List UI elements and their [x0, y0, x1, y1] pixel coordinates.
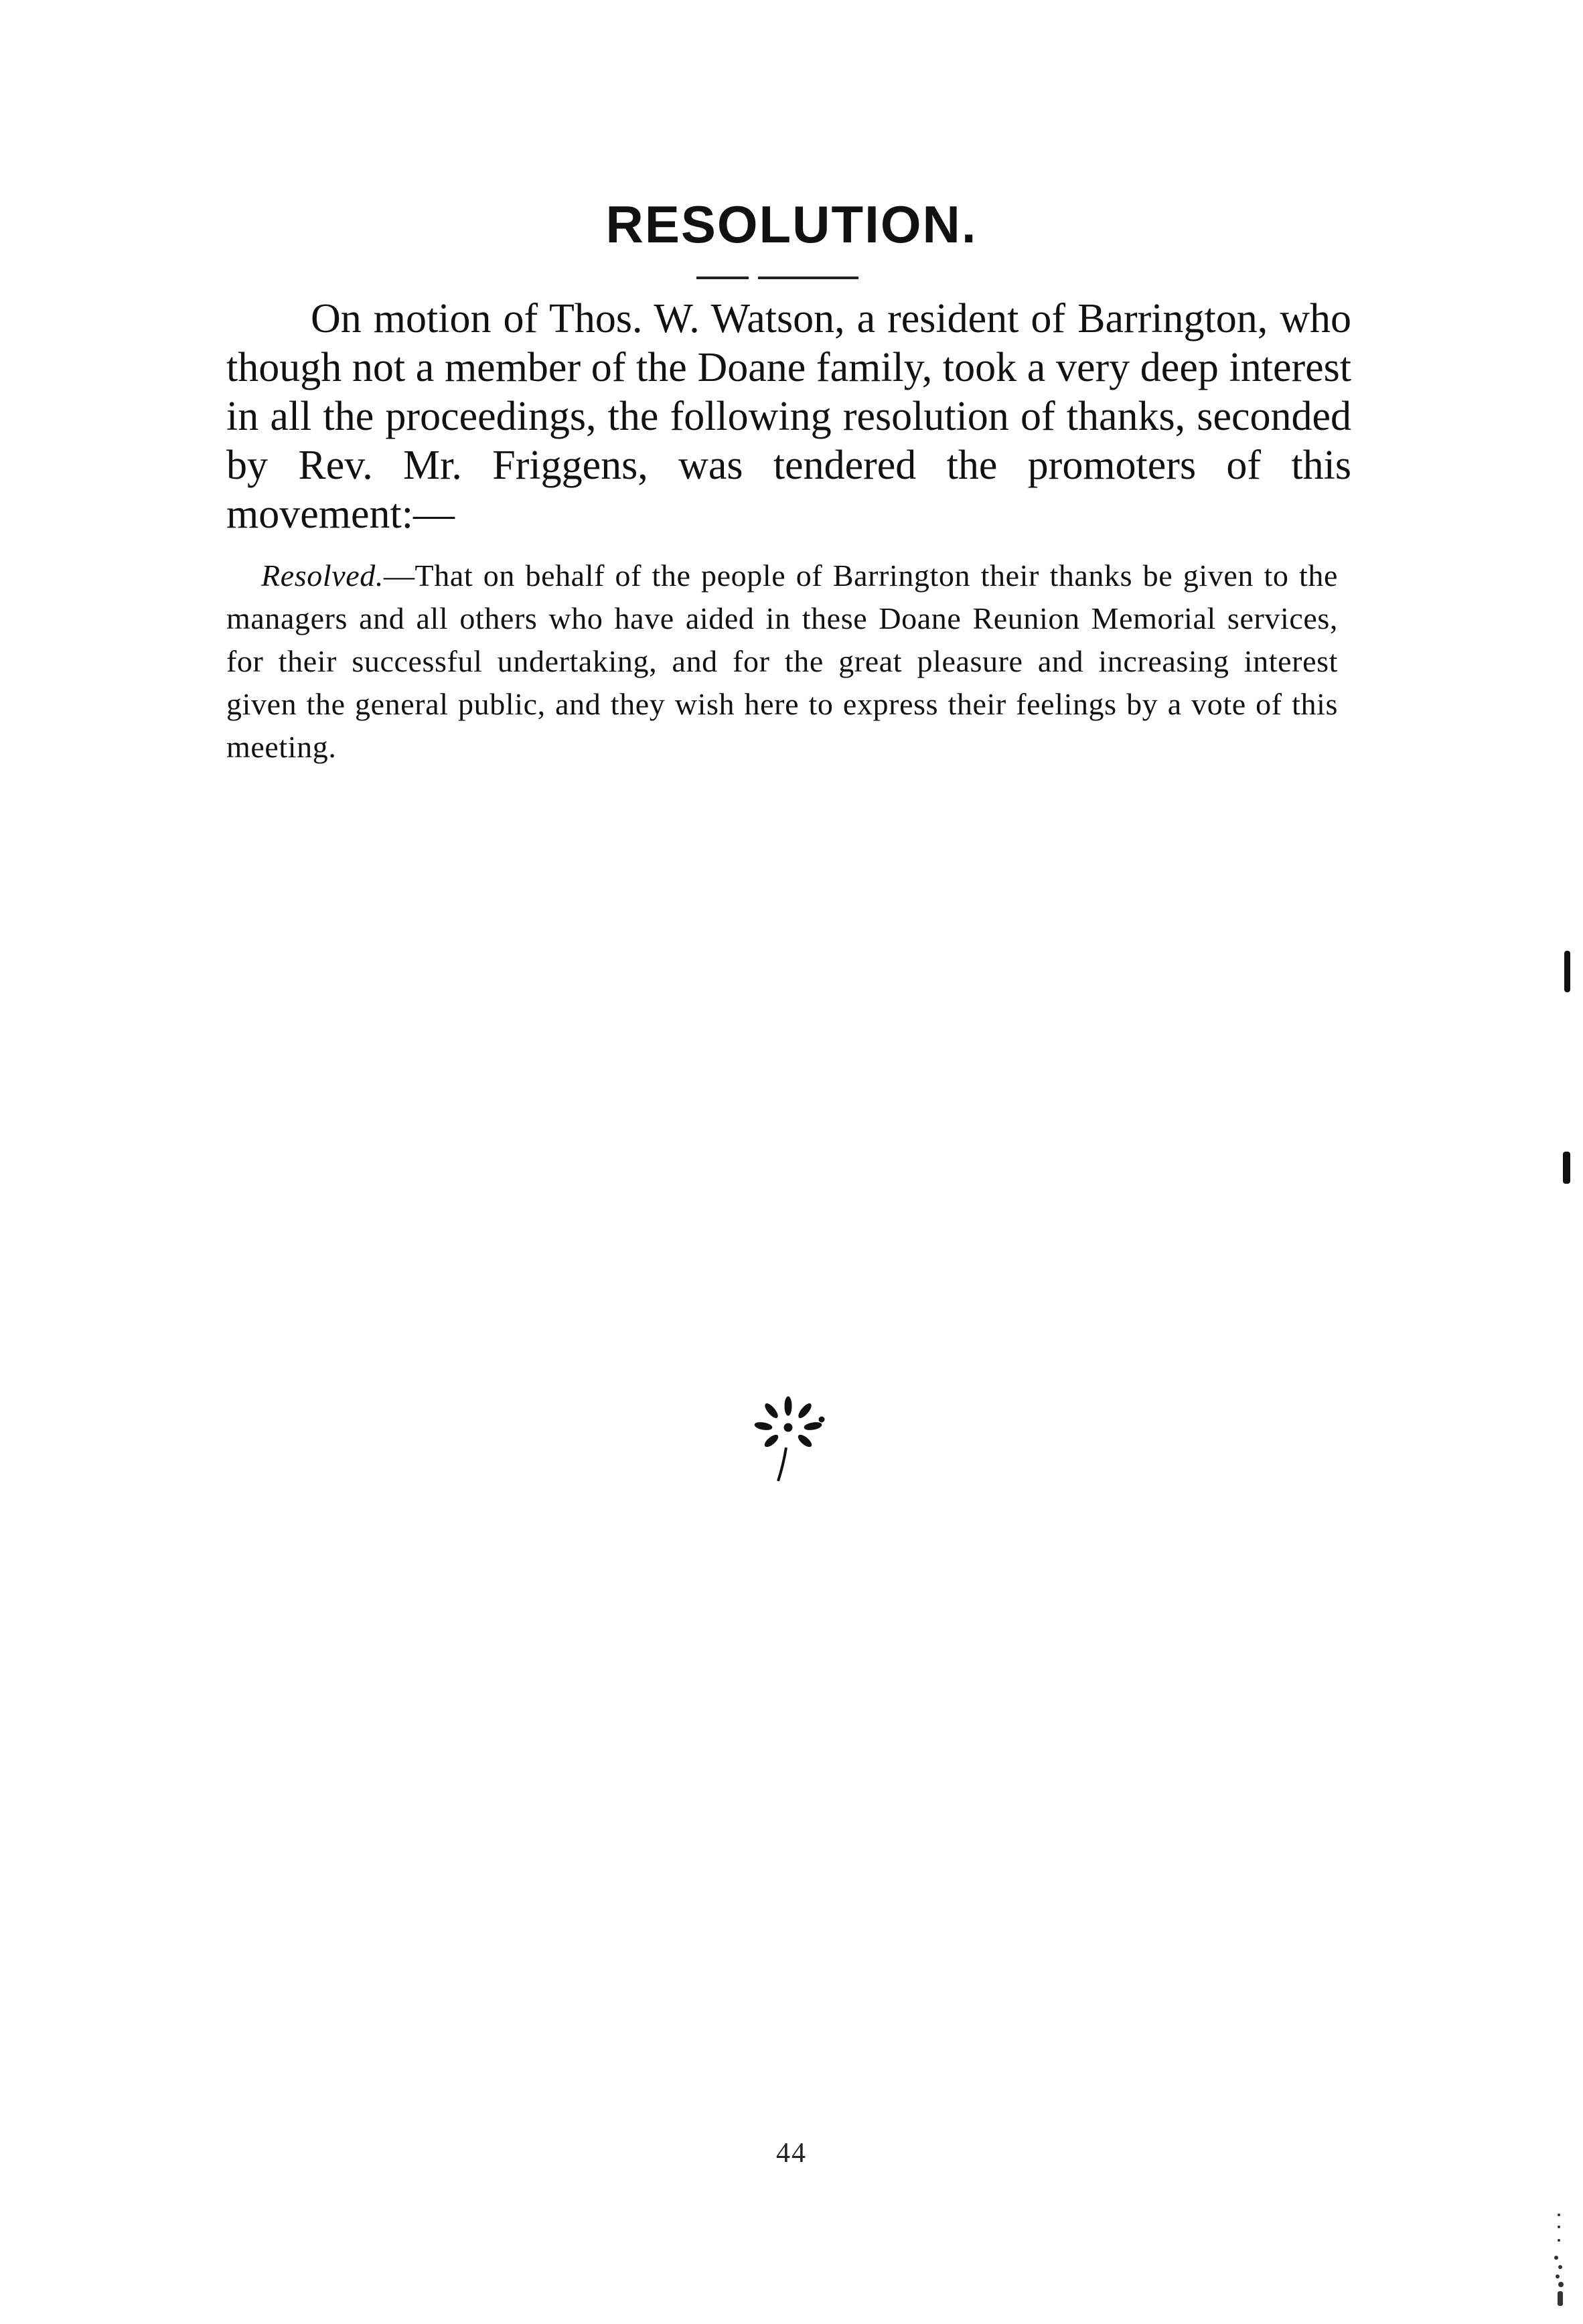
- resolution-paragraph: [226, 554, 1338, 769]
- page-number: 44: [776, 2138, 807, 2169]
- margin-mark-upper: [1564, 951, 1570, 992]
- edge-speckles: [1540, 2210, 1567, 2310]
- page-heading: RESOLUTION.: [605, 195, 978, 254]
- heading-rule-gap: [749, 275, 758, 281]
- heading-rule: [696, 277, 858, 279]
- intro-paragraph: On motion of Thos. W. Watson, a resident of Barrington, who though not a member of the Doane family, took a very deep interest in all the proceedings, the following resolution of thanks, seconded by Rev. Mr. Friggens, was tendered the promoters of this movement:—: [226, 296, 1351, 537]
- resolution-lead: Resolved.: [261, 558, 384, 593]
- margin-mark-lower: [1563, 1152, 1570, 1184]
- floral-ornament-icon: [745, 1387, 832, 1488]
- resolution-body: —That on behalf of the people of Barrington their thanks be given to the managers and all others who have aided in these Doane Reunion Memorial services, for their successful undertaking, and for the great pleasure and increasing interest given the general public, and they wish here to express their feelings by a vote of this meeting.: [226, 558, 1338, 764]
